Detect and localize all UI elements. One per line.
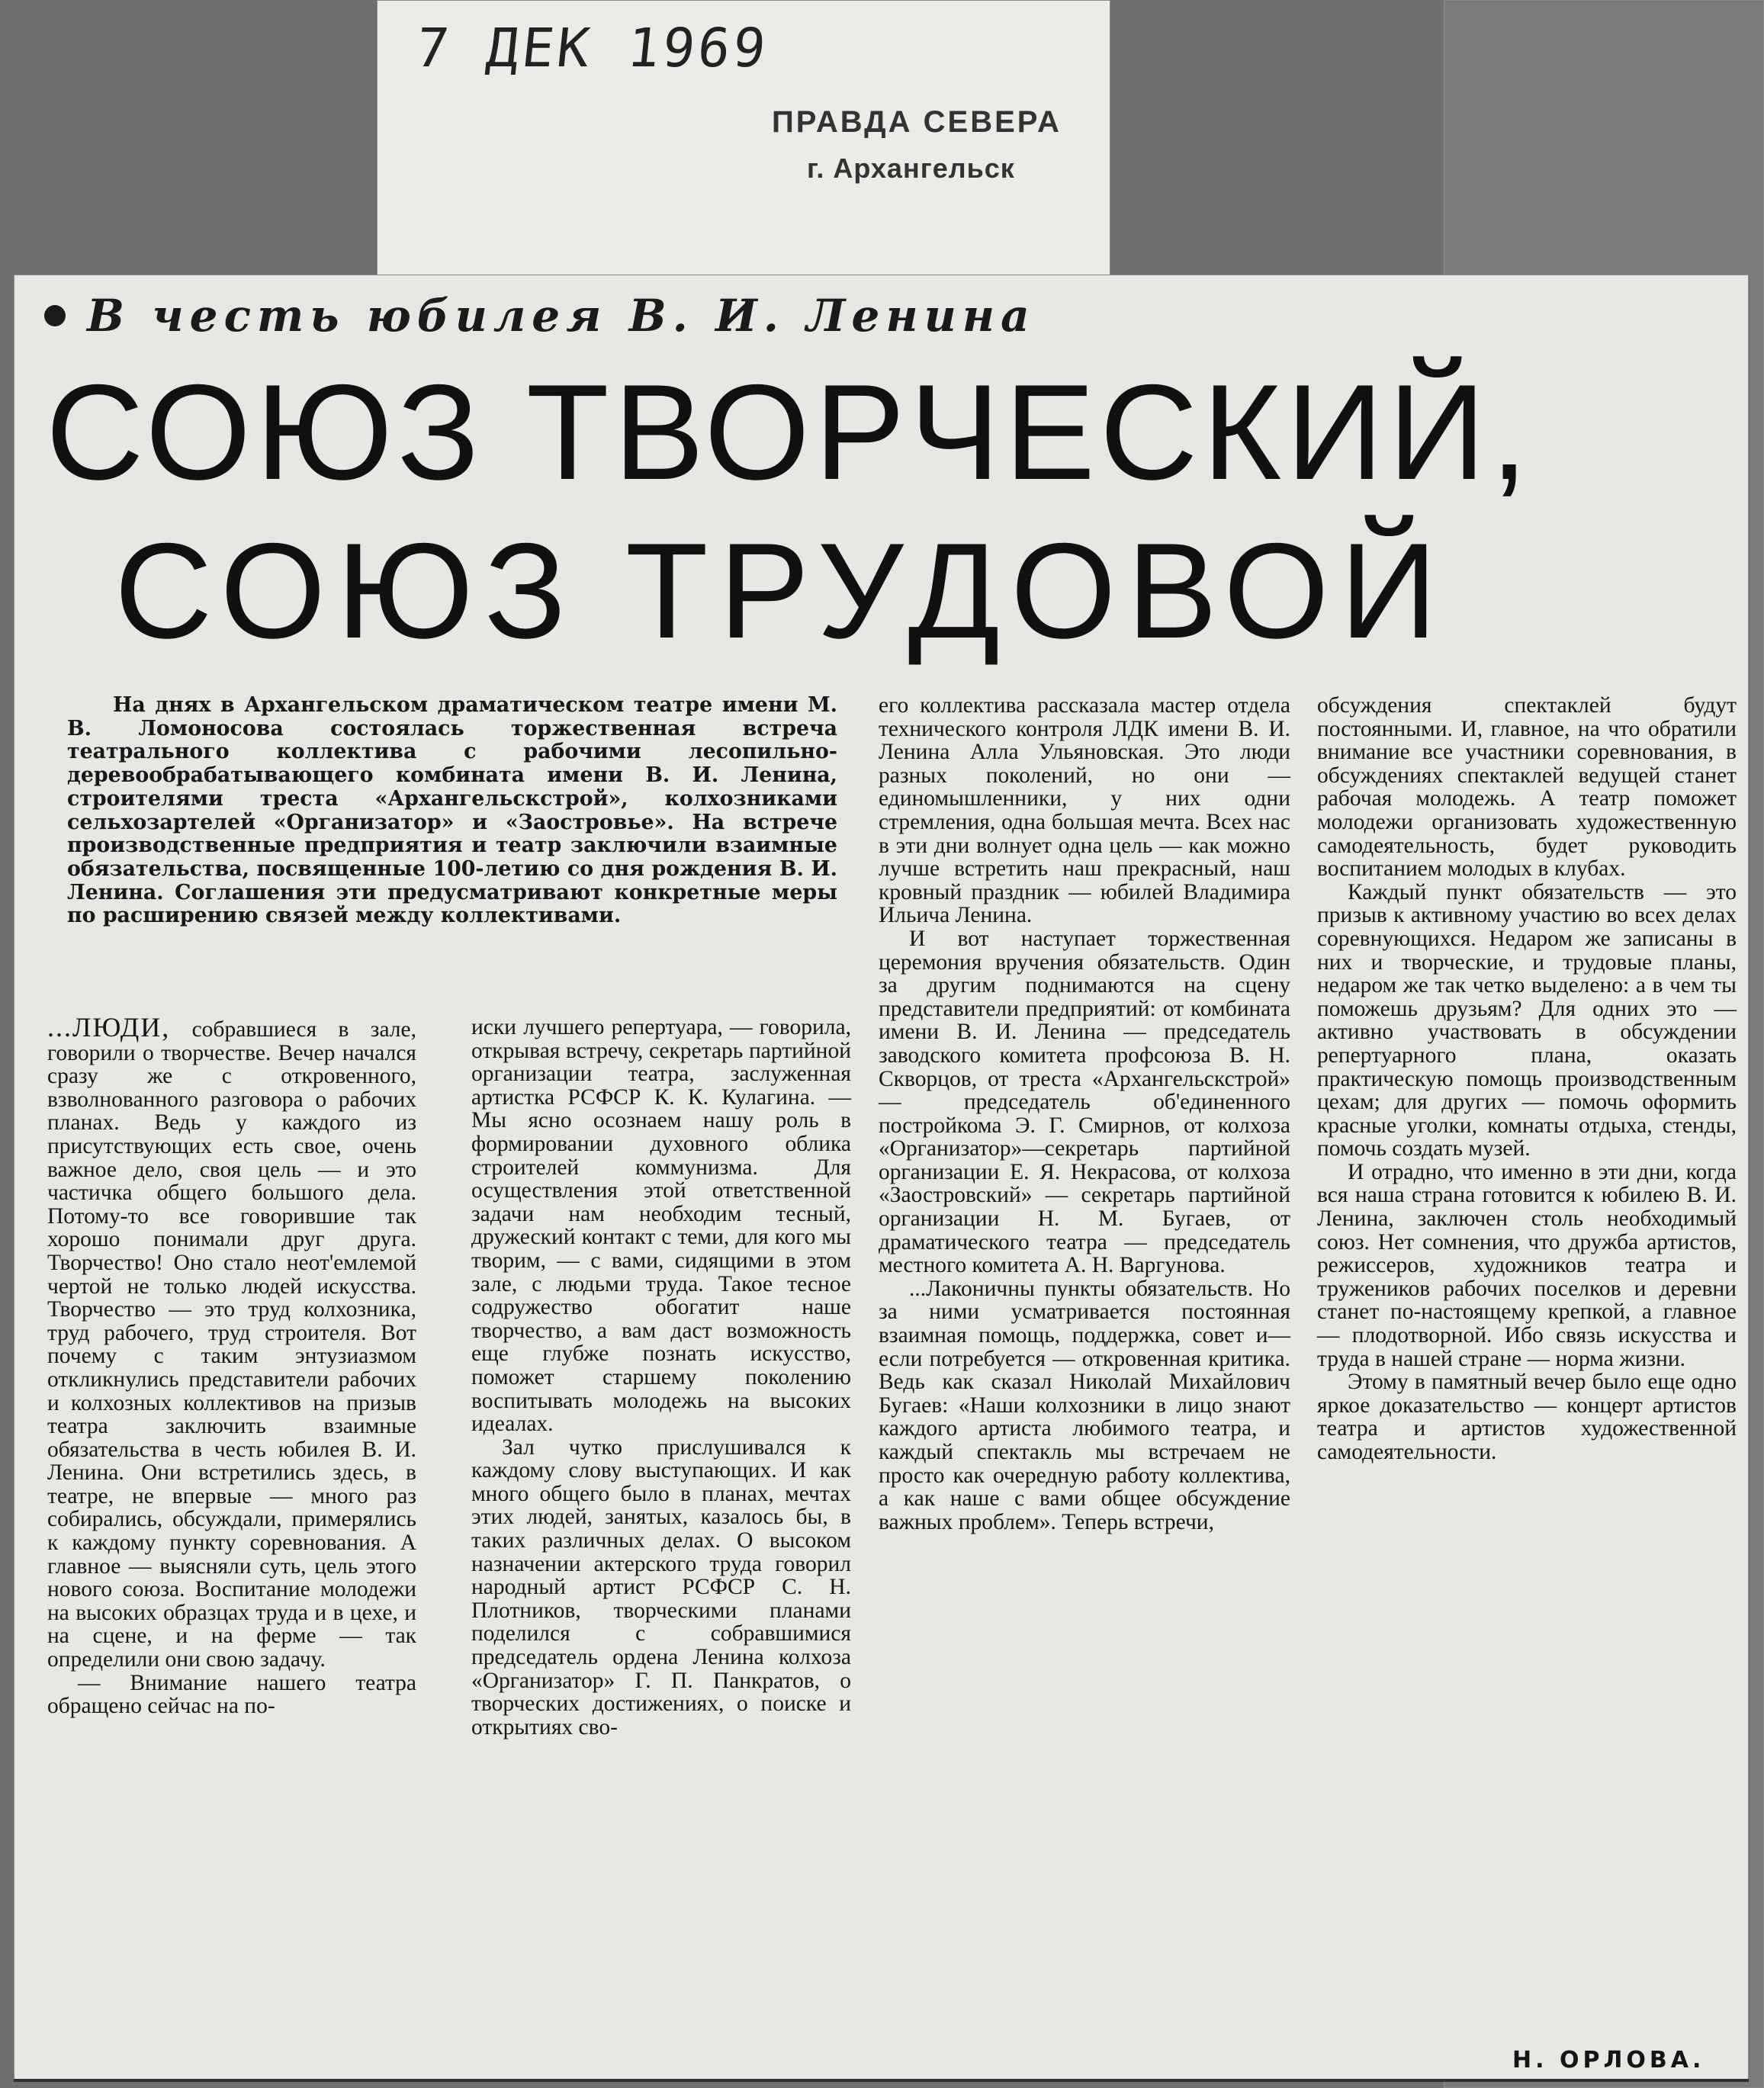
paragraph: [47, 1012, 416, 1672]
headline-line-2: СОЮЗ ТРУДОВОЙ: [114, 515, 1448, 667]
paragraph: Каждый пункт обязательств — это призыв к активному участию во всех делах соревнующихся. Недаром же записаны в них и творческие, и трудовые планы, недаром же так четко выделено: а в чем ты поможешь друзьям? Для одних это — активно участвовать в обсуждении репертуарного плана, оказать практическую помощь производственным цехам; для других — помочь оформить красные уголки, комнаты отдыха, стенды, помочь создать музей.: [1317, 879, 1737, 1161]
lead-paragraph: На днях в Архангельском драматическом театре имени М. В. Ломоносова состоялась торжественная встреча театрального коллектива с рабочими лесопильно-деревообрабатывающего комбината имени В. И. Ленина, строителями треста «Архангельскстрой», колхозниками сельхозартелей «Организатор» и «Заостровье». На встрече производственные предприятия и театр заключили взаимные обязательства, посвященные 100-летию со дня рождения В. И. Ленина. Соглашения эти предусматривают конкретные меры по расширению связей между коллективами.: [67, 693, 837, 928]
paragraph: И отрадно, что именно в эти дни, когда вся наша страна готовится к юбилею В. И. Ленина, заключен столь необходимый союз. Нет сомнения, что дружба артистов, режиссеров, художников театра и тружеников рабочих поселков и деревни станет по-настоящему крепкой, а главное — плодотворной. Ибо связь искусства и труда в нашей стране — норма жизни.: [1317, 1159, 1737, 1371]
paragraph-text: собравшиеся в зале, говорили о творчестве. Вечер начался сразу же с откровенного, взволнованного разговора о рабочих планах. Ведь у каждого из присутствующих есть свое, очень важное дело, своя цель — и это частичка общего большого дела. Потому-то все говорившие так хорошо понимали друг друга. Творчество! Оно стало неот'емлемой чертой не только людей искусства. Творчество — это труд колхозника, труд рабочего, труд строителя. Вот почему с таким энтузиазмом откликнулись представители рабочих и колхозных коллективов на призыв театра заключить взаимные обязательства в честь юбилея В. И. Ленина. Они встретились здесь, в театре, не впервые — много раз собирались, обсуждали, примерялись к каждому пункту соревнования. А главное — выясняли суть, цель этого нового союза. Воспитание молодежи на высоких образцах труда и в цехе, и на сцене, и на ферме — так определили они свою задачу.: [47, 1017, 416, 1672]
article-kicker: [44, 290, 1036, 342]
paragraph: ...Лаконичны пункты обязательств. Но за ними усматривается постоянная взаимная помощь, поддержка, совет и—если потребуется — откровенная критика. Ведь как сказал Николай Михайлович Бугаев: «Наши колхозники в лицо знают каждого артиста любимого театра, и каждый спектакль мы встречаем не просто как очередную работу коллектива, а как наше с вами общее обсуждение важных проблем». Теперь встречи,: [879, 1276, 1290, 1534]
paragraph: обсуждения спектаклей будут постоянными. И, главное, на что обратили внимание все участники соревнования, в обсуждениях спектаклей ведущей станет рабочая молодежь. А театр поможет молодежи организовать художественную самодеятельность, будет руководить воспитанием молодых в клубах.: [1317, 693, 1737, 882]
headline-line-1: СОЮЗ ТВОРЧЕСКИЙ,: [46, 356, 1533, 508]
bullet-icon: [44, 305, 66, 326]
article-column-1: [47, 1012, 416, 1719]
kicker-text: В честь юбилея В. И. Ленина: [87, 290, 1036, 342]
paragraph: иски лучшего репертуара, — говорила, открывая встречу, секретарь партийной организации театра, заслуженная артистка РСФСР К. К. Кулагина. — Мы ясно осознаем нашу роль в формировании духовного облика строителей коммунизма. Для осуществления этой ответственной задачи нам необходим тесный, дружеский контакт с теми, для кого мы творим, — с вами, сидящими в этом зале, с людьми труда. Такое тесное содружество обогатит наше творчество, а вам даст возможность еще глубже познать искусство, поможет старшему поколению воспитывать молодежь на высоких идеалах.: [471, 1015, 851, 1437]
paragraph: его коллектива рассказала мастер отдела технического контроля ЛДК имени В. И. Ленина Алла Ульяновская. Это люди разных поколений, но они — единомышленники, у них одни стремления, одна большая мечта. Всех нас в эти дни волнует одна цель — как можно лучше встретить наш прекрасный, наш кровный праздник — юбилей Владимира Ильича Ленина.: [879, 693, 1290, 928]
article-column-3: [879, 694, 1290, 1534]
clipping-edge: [14, 2079, 1749, 2082]
date-stamp: 7 ДЕК 1969: [413, 17, 772, 79]
opening-words: ...ЛЮДИ,: [47, 1012, 171, 1042]
source-newspaper-name: ПРАВДА СЕВЕРА: [772, 105, 1062, 139]
paragraph: Этому в памятный вечер было еще одно яркое доказательство — концерт артистов театра и артистов художественной самодеятельности.: [1317, 1370, 1737, 1464]
article-column-4: [1317, 694, 1737, 1464]
paragraph: И вот наступает торжественная церемония вручения обязательств. Один за другим поднимаются на сцену представители предприятий: от комбината имени В. И. Ленина — председатель заводского комитета профсоюза В. Н. Скворцов, от треста «Архангельскстрой» — председатель об'единенного постройкома Э. Г. Смирнов, от колхоза «Организатор»—секретарь партийной организации Е. Я. Некрасова, от колхоза «Заостровский» — секретарь партийной организации Н. М. Бугаев, от драматического театра — председатель местного комитета А. Н. Варгунова.: [879, 926, 1290, 1278]
source-city: г. Архангельск: [807, 153, 1015, 184]
paragraph: Зал чутко прислушивался к каждому слову выступающих. И как много общего было в планах, мечтах этих людей, занятых, казалось бы, в таких различных делах. О высоком назначении актерского труда говорил народный артист РСФСР С. Н. Плотников, творческими планами поделился с собравшимися председатель ордена Ленина колхоза «Организатор» Г. П. Панкратов, о творческих достижениях, о поиске и открытиях сво-: [471, 1434, 851, 1739]
paragraph: — Внимание нашего театра обращено сейчас на по-: [47, 1670, 416, 1719]
article-column-2: [471, 1016, 851, 1739]
author-byline: Н. ОРЛОВА.: [1512, 2047, 1705, 2074]
